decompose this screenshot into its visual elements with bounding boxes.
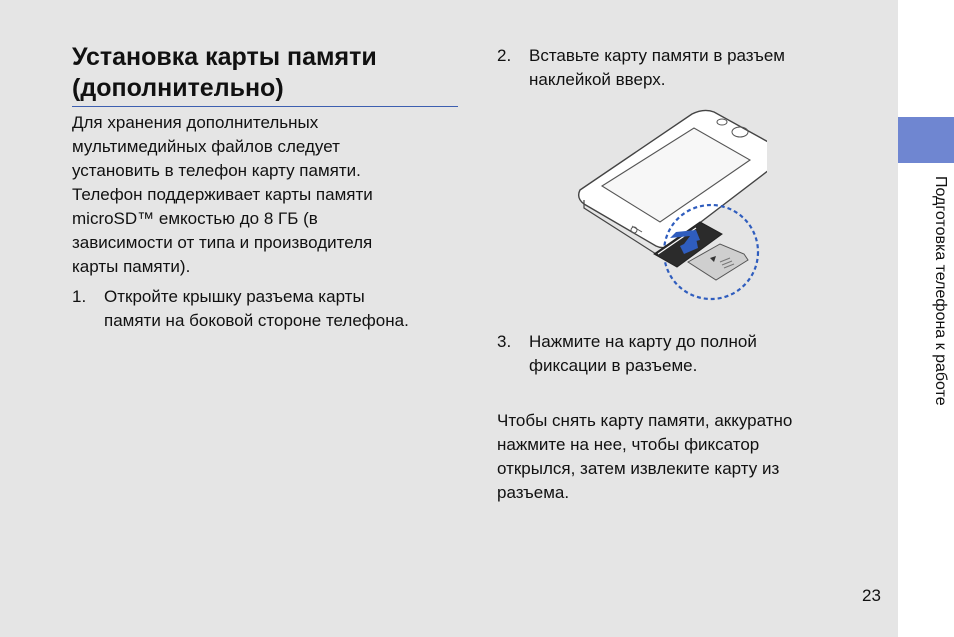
removal-paragraph bbox=[497, 409, 792, 505]
section-heading-line-1: Установка карты памяти bbox=[72, 43, 377, 71]
step-number: 2. bbox=[497, 46, 512, 65]
memory-card-insertion-illustration bbox=[572, 104, 767, 312]
heading-rule bbox=[72, 106, 458, 107]
step-text bbox=[529, 44, 785, 92]
step-text bbox=[529, 330, 757, 378]
step-line: памяти на боковой стороне телефона. bbox=[104, 311, 409, 330]
step-line: наклейкой вверх. bbox=[529, 70, 666, 89]
chapter-tab-marker bbox=[898, 117, 954, 163]
step-text bbox=[104, 285, 409, 333]
removal-line: открылся, затем извлеките карту из bbox=[497, 459, 780, 478]
intro-line: Для хранения дополнительных bbox=[72, 113, 319, 132]
chapter-side-label: Подготовка телефона к работе bbox=[932, 176, 949, 406]
step-number: 1. bbox=[72, 287, 87, 306]
intro-line: мультимедийных файлов следует bbox=[72, 137, 340, 156]
page-number: 23 bbox=[862, 586, 881, 605]
section-heading-line-2: (дополнительно) bbox=[72, 74, 284, 102]
intro-line: карты памяти). bbox=[72, 257, 191, 276]
removal-line: разъема. bbox=[497, 483, 570, 502]
removal-line: Чтобы снять карту памяти, аккуратно bbox=[497, 411, 793, 430]
step-line: Вставьте карту памяти в разъем bbox=[529, 46, 785, 65]
intro-line: microSD™ емкостью до 8 ГБ (в bbox=[72, 209, 318, 228]
step-number: 3. bbox=[497, 332, 512, 351]
intro-paragraph bbox=[72, 111, 373, 279]
step-line: фиксации в разъеме. bbox=[529, 356, 698, 375]
step-line: Откройте крышку разъема карты bbox=[104, 287, 365, 306]
intro-line: установить в телефон карту памяти. bbox=[72, 161, 361, 180]
step-line: Нажмите на карту до полной bbox=[529, 332, 757, 351]
section-heading bbox=[72, 42, 458, 104]
removal-line: нажмите на нее, чтобы фиксатор bbox=[497, 435, 760, 454]
intro-line: зависимости от типа и производителя bbox=[72, 233, 373, 252]
intro-line: Телефон поддерживает карты памяти bbox=[72, 185, 373, 204]
